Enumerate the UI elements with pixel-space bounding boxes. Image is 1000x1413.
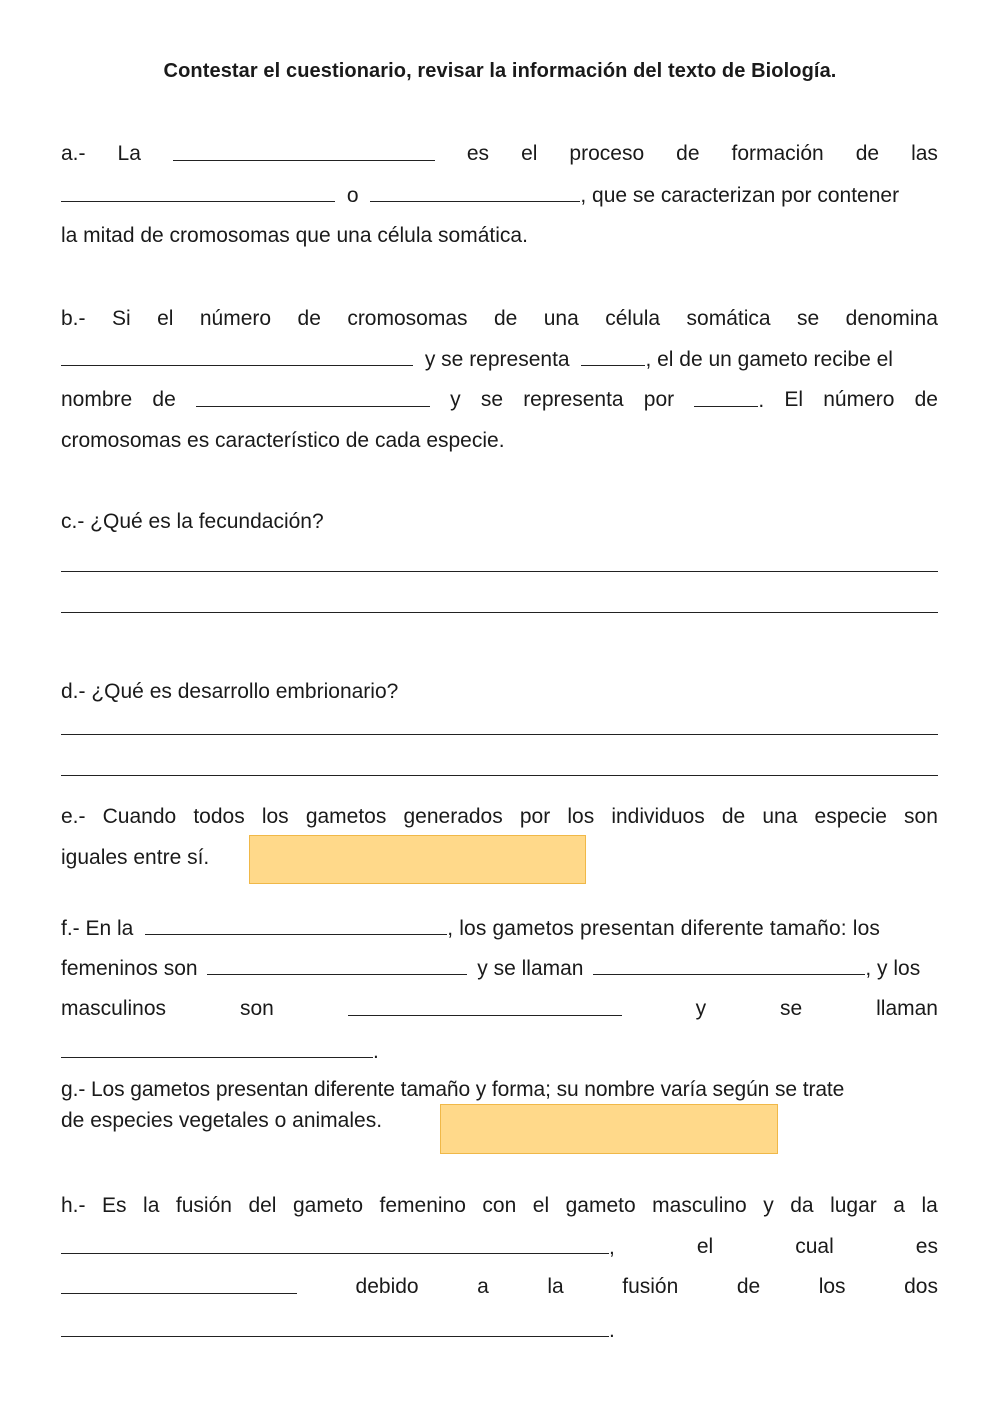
blank-f-5[interactable] xyxy=(61,1037,373,1058)
text: o xyxy=(346,184,359,207)
drop-zone-g[interactable] xyxy=(440,1104,778,1154)
text: femeninos son xyxy=(61,957,198,980)
blank-h-1[interactable] xyxy=(61,1233,609,1254)
question-e-line-1 xyxy=(61,803,938,831)
text: Cuando xyxy=(102,805,177,828)
text: . xyxy=(758,389,765,412)
text: de xyxy=(721,805,746,828)
text: la xyxy=(547,1275,564,1298)
blank-b-2[interactable] xyxy=(581,345,645,366)
text: El xyxy=(784,388,804,411)
text: denomina xyxy=(845,307,938,330)
text: célula xyxy=(605,307,661,330)
text: número xyxy=(199,307,272,330)
question-a-label: a.- xyxy=(61,142,86,165)
text: . xyxy=(373,1040,379,1063)
question-d: d.- ¿Qué es desarrollo embrionario? xyxy=(61,680,399,703)
text: una xyxy=(762,805,798,828)
blank-f-4[interactable] xyxy=(348,995,622,1016)
question-a-line-1 xyxy=(61,140,938,168)
text: es xyxy=(915,1235,938,1258)
text: , y los xyxy=(865,957,921,980)
text: de xyxy=(152,388,176,411)
text: se xyxy=(780,997,803,1020)
text: individuos xyxy=(611,805,705,828)
text: a xyxy=(477,1275,489,1298)
text: se xyxy=(797,307,820,330)
question-f-line-1 xyxy=(61,914,938,943)
text: llaman xyxy=(876,997,938,1020)
text: de xyxy=(676,142,700,165)
answer-line-c-2[interactable] xyxy=(61,612,938,613)
text: lugar xyxy=(830,1194,877,1217)
question-h-line-3 xyxy=(61,1273,938,1301)
text: una xyxy=(543,307,579,330)
text: masculino xyxy=(652,1194,747,1217)
text: gameto xyxy=(292,1194,364,1217)
text: f.- En la xyxy=(61,917,134,940)
answer-line-d-2[interactable] xyxy=(61,775,938,776)
question-b-line-3 xyxy=(61,386,938,415)
text: es xyxy=(466,142,490,165)
text: las xyxy=(911,142,938,165)
text: el xyxy=(696,1235,714,1258)
text: por xyxy=(643,388,675,411)
question-a-line-3: la mitad de cromosomas que una célula somática. xyxy=(61,224,528,247)
text: y se llaman xyxy=(477,957,584,980)
text: la xyxy=(921,1194,938,1217)
blank-b-1[interactable] xyxy=(61,345,413,366)
text: y xyxy=(450,388,461,411)
text: , el de un gameto recibe el xyxy=(645,348,893,371)
blank-f-1[interactable] xyxy=(145,914,447,935)
text: debido xyxy=(355,1275,419,1298)
text: , xyxy=(609,1236,615,1259)
text: representa xyxy=(523,388,624,411)
question-c: c.- ¿Qué es la fecundación? xyxy=(61,510,324,533)
text: formación xyxy=(731,142,824,165)
text: nombre xyxy=(61,388,133,411)
question-e-label: e.- xyxy=(61,805,86,828)
text: del xyxy=(248,1194,277,1217)
text: y xyxy=(763,1194,774,1217)
blank-b-4[interactable] xyxy=(694,386,758,407)
text: da xyxy=(790,1194,814,1217)
text: fusión xyxy=(622,1275,679,1298)
blank-b-3[interactable] xyxy=(196,386,430,407)
question-h-line-1 xyxy=(61,1192,938,1220)
question-e-line-2: iguales entre sí. xyxy=(61,846,210,869)
text: de xyxy=(736,1275,761,1298)
text: masculinos xyxy=(61,997,167,1020)
text: los xyxy=(818,1275,846,1298)
text: de xyxy=(493,307,518,330)
text: el xyxy=(521,142,538,165)
text: de xyxy=(855,142,880,165)
text: . xyxy=(609,1319,615,1342)
page-title: Contestar el cuestionario, revisar la información del texto de Biología. xyxy=(163,60,837,82)
text: de xyxy=(297,307,321,330)
text: con xyxy=(482,1194,517,1217)
text: fusión xyxy=(175,1194,232,1217)
question-h-line-4 xyxy=(61,1316,938,1345)
blank-f-2[interactable] xyxy=(207,954,467,975)
text: el xyxy=(157,307,174,330)
question-g-line-1: g.- Los gametos presentan diferente tamaño y forma; su nombre varía según se trate xyxy=(61,1078,845,1101)
text: Si xyxy=(111,307,131,330)
text: son xyxy=(904,805,938,828)
text: el xyxy=(532,1194,550,1217)
text: dos xyxy=(904,1275,938,1298)
text: , que se caracterizan por contener xyxy=(580,184,900,207)
text: La xyxy=(117,142,141,165)
blank-a-3[interactable] xyxy=(370,181,580,202)
drop-zone-e[interactable] xyxy=(249,835,586,884)
text: los xyxy=(261,805,289,828)
question-b-line-2 xyxy=(61,345,938,374)
question-f-line-2 xyxy=(61,954,938,983)
text: cual xyxy=(795,1235,834,1258)
question-b-line-4: cromosomas es característico de cada especie. xyxy=(61,429,505,452)
text: especie xyxy=(814,805,887,828)
text: gameto xyxy=(565,1194,636,1217)
text: a xyxy=(893,1194,905,1217)
text: somática xyxy=(686,307,771,330)
question-f-line-3 xyxy=(61,995,938,1023)
text: de xyxy=(914,388,938,411)
question-a-line-2 xyxy=(61,181,938,210)
text: los xyxy=(567,805,595,828)
text: , los gametos presentan diferente tamaño: los xyxy=(447,917,881,940)
blank-h-2[interactable] xyxy=(61,1273,297,1294)
text: la xyxy=(143,1194,160,1217)
text: y xyxy=(695,997,707,1020)
question-h-label: h.- xyxy=(61,1194,86,1217)
blank-h-3[interactable] xyxy=(61,1316,609,1337)
text: todos xyxy=(193,805,245,828)
answer-line-c-1[interactable] xyxy=(61,571,938,572)
blank-f-3[interactable] xyxy=(593,954,865,975)
text: número xyxy=(823,388,895,411)
question-h-line-2 xyxy=(61,1233,938,1262)
text: cromosomas xyxy=(347,307,468,330)
text: se xyxy=(480,388,503,411)
text: y se representa xyxy=(424,348,570,371)
question-g-line-2: de especies vegetales o animales. xyxy=(61,1109,383,1132)
question-f-line-4 xyxy=(61,1037,938,1066)
question-b-line-1 xyxy=(61,305,938,333)
blank-a-2[interactable] xyxy=(61,181,335,202)
text: gametos xyxy=(305,805,387,828)
text: generados xyxy=(403,805,503,828)
text: femenino xyxy=(379,1194,466,1217)
question-b-label: b.- xyxy=(61,307,86,330)
text: son xyxy=(239,997,274,1020)
text: Es xyxy=(102,1194,127,1217)
answer-line-d-1[interactable] xyxy=(61,734,938,735)
blank-a-1[interactable] xyxy=(173,140,435,161)
text: por xyxy=(519,805,551,828)
text: proceso xyxy=(569,142,645,165)
